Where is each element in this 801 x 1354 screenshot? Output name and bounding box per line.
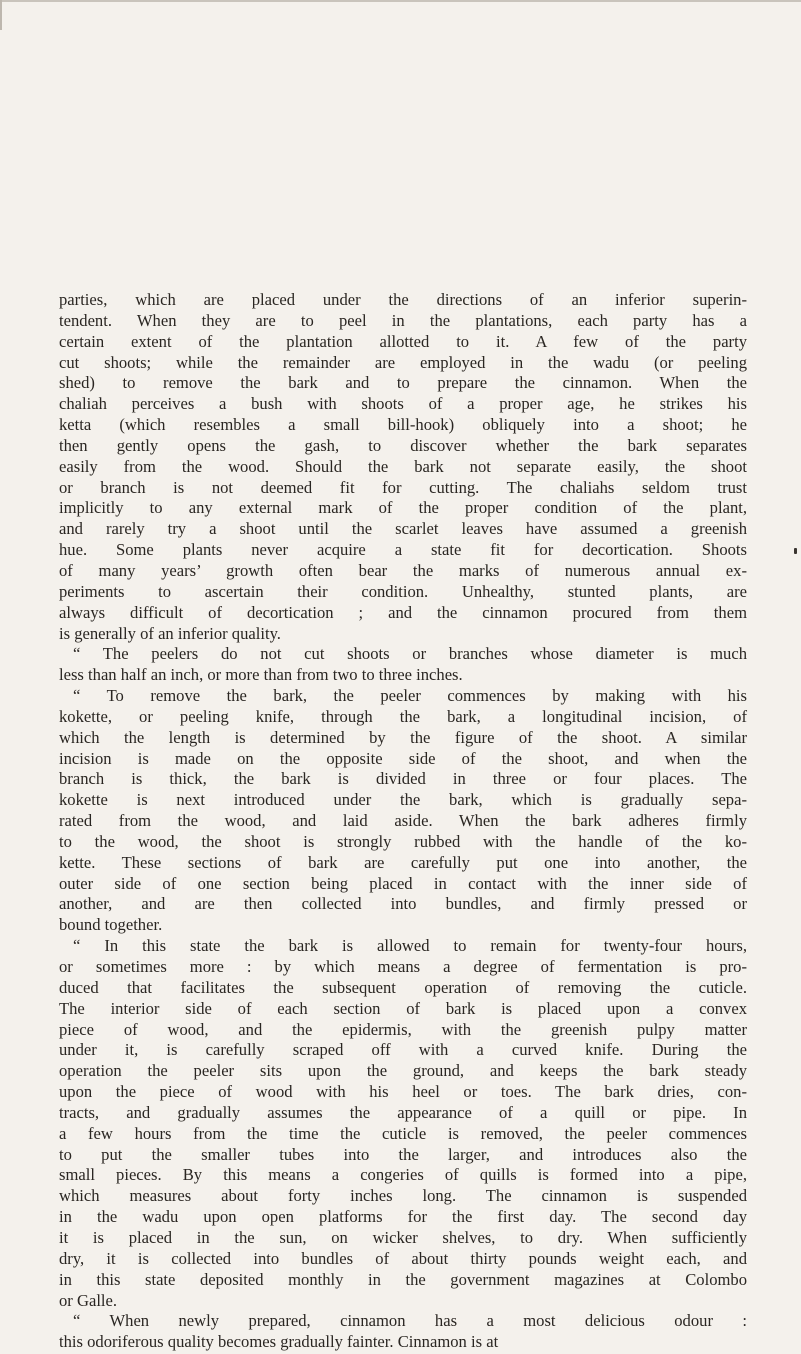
text-line: or branch is not deemed fit for cutting. The chaliahs seldom trust xyxy=(59,477,747,497)
text-line: “ In this state the bark is allowed to remain for twenty-four hours, xyxy=(73,936,747,956)
text-line: implicitly to any external mark of the proper condition of the plant, xyxy=(59,498,747,518)
text-line: a few hours from the time the cuticle is removed, the peeler commences xyxy=(59,1123,747,1143)
text-line: hue. Some plants never acquire a state fit for decortication. Shoots xyxy=(59,540,747,560)
scan-edge-top xyxy=(0,0,801,2)
text-line: easily from the wood. Should the bark not separate easily, the shoot xyxy=(59,456,747,476)
text-line: duced that facilitates the subsequent operation of removing the cuticle. xyxy=(59,977,747,997)
text-line: to put the smaller tubes into the larger, and introduces also the xyxy=(59,1144,747,1164)
text-line: outer side of one section being placed in contact with the inner side of xyxy=(59,873,747,893)
paragraph xyxy=(59,936,747,1311)
text-line: “ When newly prepared, cinnamon has a most delicious odour : xyxy=(73,1311,747,1331)
page-text-block xyxy=(59,290,747,1353)
text-line: certain extent of the plantation allotted to it. A few of the party xyxy=(59,331,747,351)
text-line: rated from the wood, and laid aside. When the bark adheres firmly xyxy=(59,811,747,831)
text-line: another, and are then collected into bundles, and firmly pressed or xyxy=(59,894,747,914)
text-line: in this state deposited monthly in the government magazines at Colombo xyxy=(59,1269,747,1289)
text-line: “ The peelers do not cut shoots or branches whose diameter is much xyxy=(73,644,747,664)
text-line: The interior side of each section of bark is placed upon a convex xyxy=(59,998,747,1018)
text-line: kokette is next introduced under the bark, which is gradually sepa- xyxy=(59,790,747,810)
text-line: in the wadu upon open platforms for the first day. The second day xyxy=(59,1207,747,1227)
text-line: dry, it is collected into bundles of about thirty pounds weight each, and xyxy=(59,1248,747,1268)
text-line: then gently opens the gash, to discover whether the bark separates xyxy=(59,435,747,455)
text-line: tendent. When they are to peel in the plantations, each party has a xyxy=(59,310,747,330)
text-line: or Galle. xyxy=(59,1290,118,1310)
text-line: or sometimes more : by which means a degree of fermentation is pro- xyxy=(59,957,747,976)
text-line: ketta (which resembles a small bill-hook) obliquely into a shoot; he xyxy=(59,415,747,435)
text-line: which the length is determined by the figure of the shoot. A similar xyxy=(59,727,747,747)
paragraph xyxy=(59,290,747,644)
text-line: parties, which are placed under the directions of an inferior superin- xyxy=(59,290,747,309)
text-line: to the wood, the shoot is strongly rubbed with the handle of the ko- xyxy=(59,831,747,851)
text-line: periments to ascertain their condition. Unhealthy, stunted plants, are xyxy=(59,581,747,601)
text-line: shed) to remove the bark and to prepare the cinnamon. When the xyxy=(59,373,747,393)
text-line: and rarely try a shoot until the scarlet leaves have assumed a greenish xyxy=(59,519,747,539)
text-line: tracts, and gradually assumes the appearance of a quill or pipe. In xyxy=(59,1102,747,1122)
paragraph xyxy=(59,1311,747,1353)
text-line: incision is made on the opposite side of the shoot, and when the xyxy=(59,748,747,768)
text-line: less than half an inch, or more than from two to three inches. xyxy=(59,665,463,685)
text-line: bound together. xyxy=(59,915,163,935)
scan-edge-left xyxy=(0,0,2,30)
text-line: under it, is carefully scraped off with a curved knife. During the xyxy=(59,1040,747,1060)
text-line: “ To remove the bark, the peeler commences by making with his xyxy=(73,686,747,706)
text-line: this odoriferous quality becomes gradually fainter. Cinnamon is at xyxy=(59,1332,499,1352)
text-line: of many years’ growth often bear the marks of numerous annual ex- xyxy=(59,560,747,580)
text-line: it is placed in the sun, on wicker shelves, to dry. When sufficiently xyxy=(59,1227,747,1247)
text-line: operation the peeler sits upon the ground, and keeps the bark steady xyxy=(59,1061,747,1081)
text-line: is generally of an inferior quality. xyxy=(59,623,281,643)
text-line: small pieces. By this means a congeries of quills is formed into a pipe, xyxy=(59,1165,747,1185)
text-line: kette. These sections of bark are carefully put one into another, the xyxy=(59,852,747,872)
ink-speck xyxy=(794,548,797,554)
text-line: always difficult of decortication ; and the cinnamon procured from them xyxy=(59,602,747,622)
text-line: kokette, or peeling knife, through the bark, a longitudinal incision, of xyxy=(59,706,747,726)
text-line: which measures about forty inches long. The cinnamon is suspended xyxy=(59,1186,747,1206)
text-line: cut shoots; while the remainder are employed in the wadu (or peeling xyxy=(59,352,747,372)
paragraph xyxy=(59,644,747,686)
text-line: branch is thick, the bark is divided in three or four places. The xyxy=(59,769,747,789)
text-line: upon the piece of wood with his heel or toes. The bark dries, con- xyxy=(59,1082,747,1102)
paragraph xyxy=(59,686,747,936)
text-line: chaliah perceives a bush with shoots of a proper age, he strikes his xyxy=(59,394,747,414)
text-line: piece of wood, and the epidermis, with the greenish pulpy matter xyxy=(59,1019,747,1039)
